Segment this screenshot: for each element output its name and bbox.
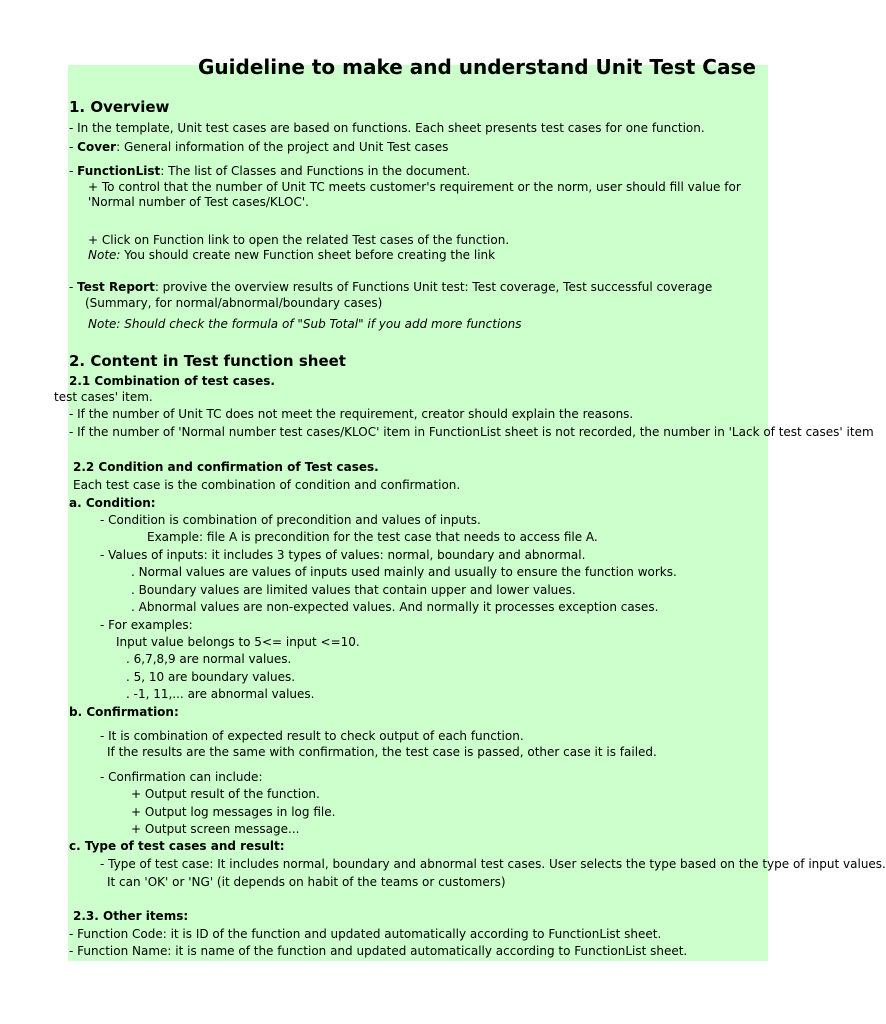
confirmation-line-2: If the results are the same with confirmation, the test case is passed, other case it is failed.: [107, 745, 657, 759]
note-line: [88, 248, 495, 263]
condition-heading: a. Condition:: [69, 496, 156, 510]
function-code-line: - Function Code: it is ID of the function and updated automatically according to FunctionList sheet.: [69, 927, 662, 941]
testcases-item-line: test cases' item.: [54, 390, 153, 404]
example-boundary-line: . 5, 10 are boundary values.: [126, 670, 296, 684]
combination-heading: 2.1 Combination of test cases.: [69, 374, 275, 388]
normal-values-line: . Normal values are values of inputs used mainly and usually to ensure the function works.: [131, 565, 677, 579]
testreport-line-2: (Summary, for normal/abnormal/boundary cases): [85, 296, 383, 310]
type-line: - Type of test case: It includes normal, boundary and abnormal test cases. User selects the type based on the type of input values.: [100, 857, 886, 871]
values-line: - Values of inputs: it includes 3 types of values: normal, boundary and abnormal.: [100, 548, 586, 562]
confirmation-line-1: - It is combination of expected result to check output of each function.: [100, 729, 524, 743]
cover-line: [69, 140, 448, 155]
testreport-line: [69, 280, 712, 295]
document-title: Guideline to make and understand Unit Test Case: [198, 55, 756, 79]
abnormal-values-line: . Abnormal values are non-expected values. And normally it processes exception cases.: [131, 600, 659, 614]
control-line-1: + To control that the number of Unit TC meets customer's requirement or the norm, user should fill value for: [88, 180, 741, 194]
other-items-heading: 2.3. Other items:: [73, 909, 189, 923]
cover-label: Cover: [77, 140, 117, 154]
condition-confirmation-heading: 2.2 Condition and confirmation of Test cases.: [73, 460, 379, 474]
control-line-2: 'Normal number of Test cases/KLOC'.: [88, 195, 309, 209]
template-line: - In the template, Unit test cases are based on functions. Each sheet presents test cases for one function.: [69, 121, 705, 135]
functionlist-dash: -: [69, 164, 78, 178]
subtotal-note: Note: Should check the formula of "Sub Total" if you add more functions: [88, 317, 522, 331]
kloc-line: - If the number of 'Normal number test cases/KLOC' item in FunctionList sheet is not recorded, the number in 'Lack of test cases' item: [69, 425, 874, 439]
for-examples-line: - For examples:: [100, 618, 193, 632]
functionlist-line: [69, 164, 470, 179]
input-value-line: Input value belongs to 5<= input <=10.: [116, 635, 360, 649]
cover-text: : General information of the project and Unit Test cases: [116, 140, 449, 154]
functionlist-label: FunctionList: [77, 164, 161, 178]
cover-dash: -: [69, 140, 78, 154]
worksheet-area: [54, 55, 886, 961]
content-heading: 2. Content in Test function sheet: [69, 352, 346, 370]
confirmation-heading: b. Confirmation:: [69, 705, 179, 719]
condition-line: - Condition is combination of precondition and values of inputs.: [100, 513, 481, 527]
each-testcase-line: Each test case is the combination of condition and confirmation.: [73, 478, 461, 492]
confirmation-include-line: - Confirmation can include:: [100, 770, 263, 784]
functionlist-text: : The list of Classes and Functions in the document.: [160, 164, 471, 178]
output-result-line: + Output result of the function.: [131, 787, 320, 801]
testreport-text: : provive the overview results of Functions Unit test: Test coverage, Test successful coverage: [154, 280, 713, 294]
note-text: You should create new Function sheet before creating the link: [120, 248, 496, 262]
boundary-values-line: . Boundary values are limited values that contain upper and lower values.: [131, 583, 576, 597]
output-log-line: + Output log messages in log file.: [131, 805, 336, 819]
testreport-label: Test Report: [77, 280, 155, 294]
click-link-line: + Click on Function link to open the related Test cases of the function.: [88, 233, 510, 247]
testreport-dash: -: [69, 280, 78, 294]
overview-heading: 1. Overview: [69, 98, 170, 116]
requirement-line: - If the number of Unit TC does not meet the requirement, creator should explain the reasons.: [69, 407, 634, 421]
output-screen-line: + Output screen message...: [131, 822, 300, 836]
function-name-line: - Function Name: it is name of the function and updated automatically according to FunctionList sheet.: [69, 944, 688, 958]
example-normal-line: . 6,7,8,9 are normal values.: [126, 652, 292, 666]
ok-ng-line: It can 'OK' or 'NG' (it depends on habit of the teams or customers): [107, 875, 506, 889]
note-label: Note:: [88, 248, 121, 262]
example-line: Example: file A is precondition for the test case that needs to access file A.: [147, 530, 598, 544]
example-abnormal-line: . -1, 11,... are abnormal values.: [126, 687, 315, 701]
type-result-heading: c. Type of test cases and result:: [69, 839, 285, 853]
